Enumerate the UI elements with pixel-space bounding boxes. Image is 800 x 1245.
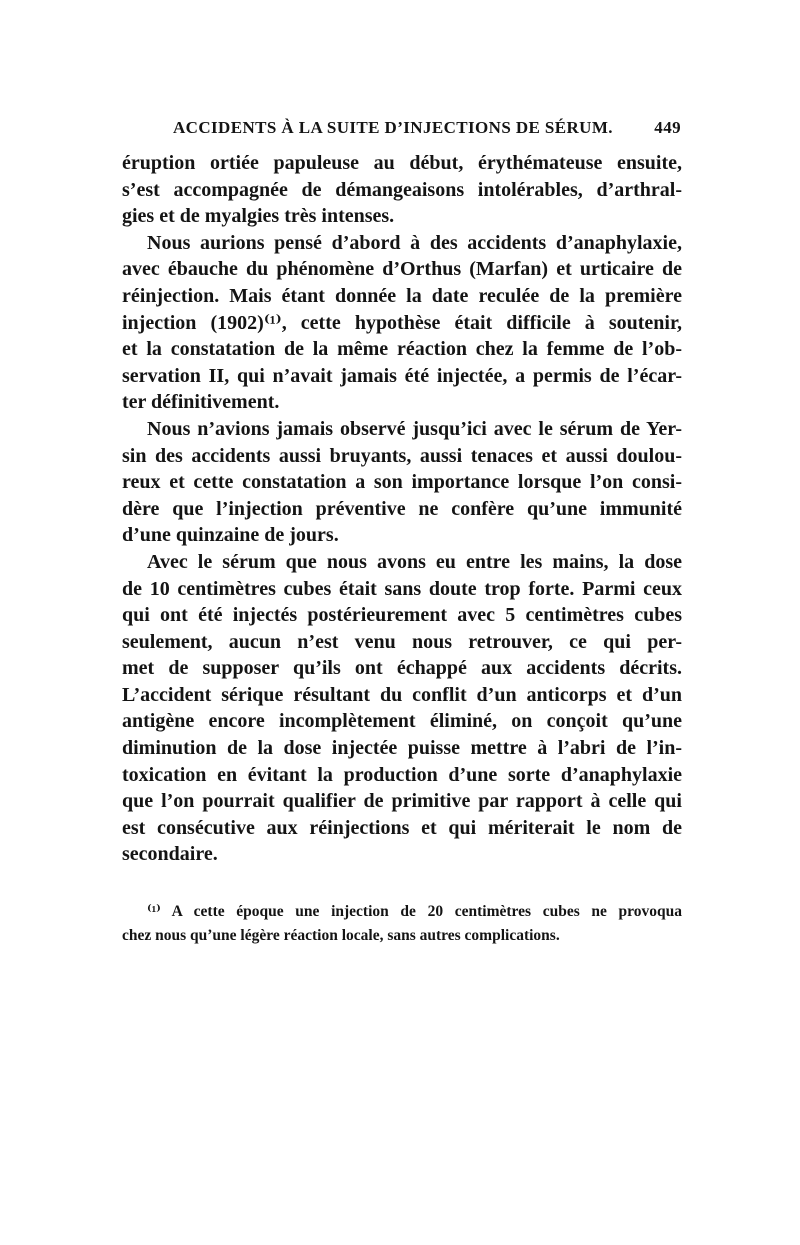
text-line: secondaire. bbox=[122, 843, 218, 866]
running-title: ACCIDENTS À LA SUITE D’INJECTIONS DE SÉRUM. bbox=[173, 118, 613, 137]
text-line: sin des accidents aussi bruyants, aussi tenaces et aussi doulou- bbox=[122, 444, 682, 467]
text-line: et la constatation de la même réaction chez la femme de l’ob- bbox=[122, 338, 682, 361]
text-line: toxication en évitant la production d’une sorte d’anaphylaxie bbox=[122, 763, 682, 786]
text-line: antigène encore incomplètement éliminé, on conçoit qu’une bbox=[122, 710, 682, 733]
text-line: Avec le sérum que nous avons eu entre les mains, la dose bbox=[147, 550, 682, 573]
text-line: reux et cette constatation a son importance lorsque l’on consi- bbox=[122, 471, 682, 494]
text-line: Nous n’avions jamais observé jusqu’ici avec le sérum de Yer- bbox=[147, 417, 682, 440]
text-line: injection (1902)⁽¹⁾, cette hypothèse était difficile à soutenir, bbox=[122, 311, 682, 334]
text-line: dère que l’injection préventive ne confère qu’une immunité bbox=[122, 497, 682, 520]
text-line: ter définitivement. bbox=[122, 391, 280, 414]
text-line: s’est accompagnée de démangeaisons intolérables, d’arthral- bbox=[122, 178, 682, 201]
text-line: réinjection. Mais étant donnée la date reculée de la première bbox=[122, 284, 682, 307]
text-line: Nous aurions pensé d’abord à des accidents d’anaphylaxie, bbox=[147, 231, 682, 254]
body-text bbox=[122, 150, 682, 868]
page-number: 449 bbox=[654, 118, 681, 137]
footnote bbox=[122, 900, 682, 948]
text-line: éruption ortiée papuleuse au début, érythémateuse ensuite, bbox=[122, 152, 682, 174]
text-line: seulement, aucun n’est venu nous retrouver, ce qui per- bbox=[122, 630, 682, 653]
text-line: de 10 centimètres cubes était sans doute trop forte. Parmi ceux bbox=[122, 577, 682, 600]
text-line: d’une quinzaine de jours. bbox=[122, 524, 339, 547]
text-line: est consécutive aux réinjections et qui mériterait le nom de bbox=[122, 816, 682, 839]
text-line: avec ébauche du phénomène d’Orthus (Marfan) et urticaire de bbox=[122, 258, 682, 281]
text-line: gies et de myalgies très intenses. bbox=[122, 205, 395, 228]
text-line: diminution de la dose injectée puisse mettre à l’abri de l’in- bbox=[122, 737, 682, 760]
text-line: met de supposer qu’ils ont échappé aux accidents décrits. bbox=[122, 657, 682, 680]
footnote-line: ⁽¹⁾ A cette époque une injection de 20 centimètres cubes ne provoqua bbox=[147, 903, 682, 920]
text-line: qui ont été injectés postérieurement avec 5 centimètres cubes bbox=[122, 604, 682, 627]
text-line: que l’on pourrait qualifier de primitive par rapport à celle qui bbox=[122, 790, 682, 813]
text-line: servation II, qui n’avait jamais été injectée, a permis de l’écar- bbox=[122, 364, 682, 387]
footnote-line: chez nous qu’une légère réaction locale, sans autres complications. bbox=[122, 927, 560, 944]
running-head bbox=[173, 118, 681, 142]
text-line: L’accident sérique résultant du conflit d’un anticorps et d’un bbox=[122, 683, 682, 706]
